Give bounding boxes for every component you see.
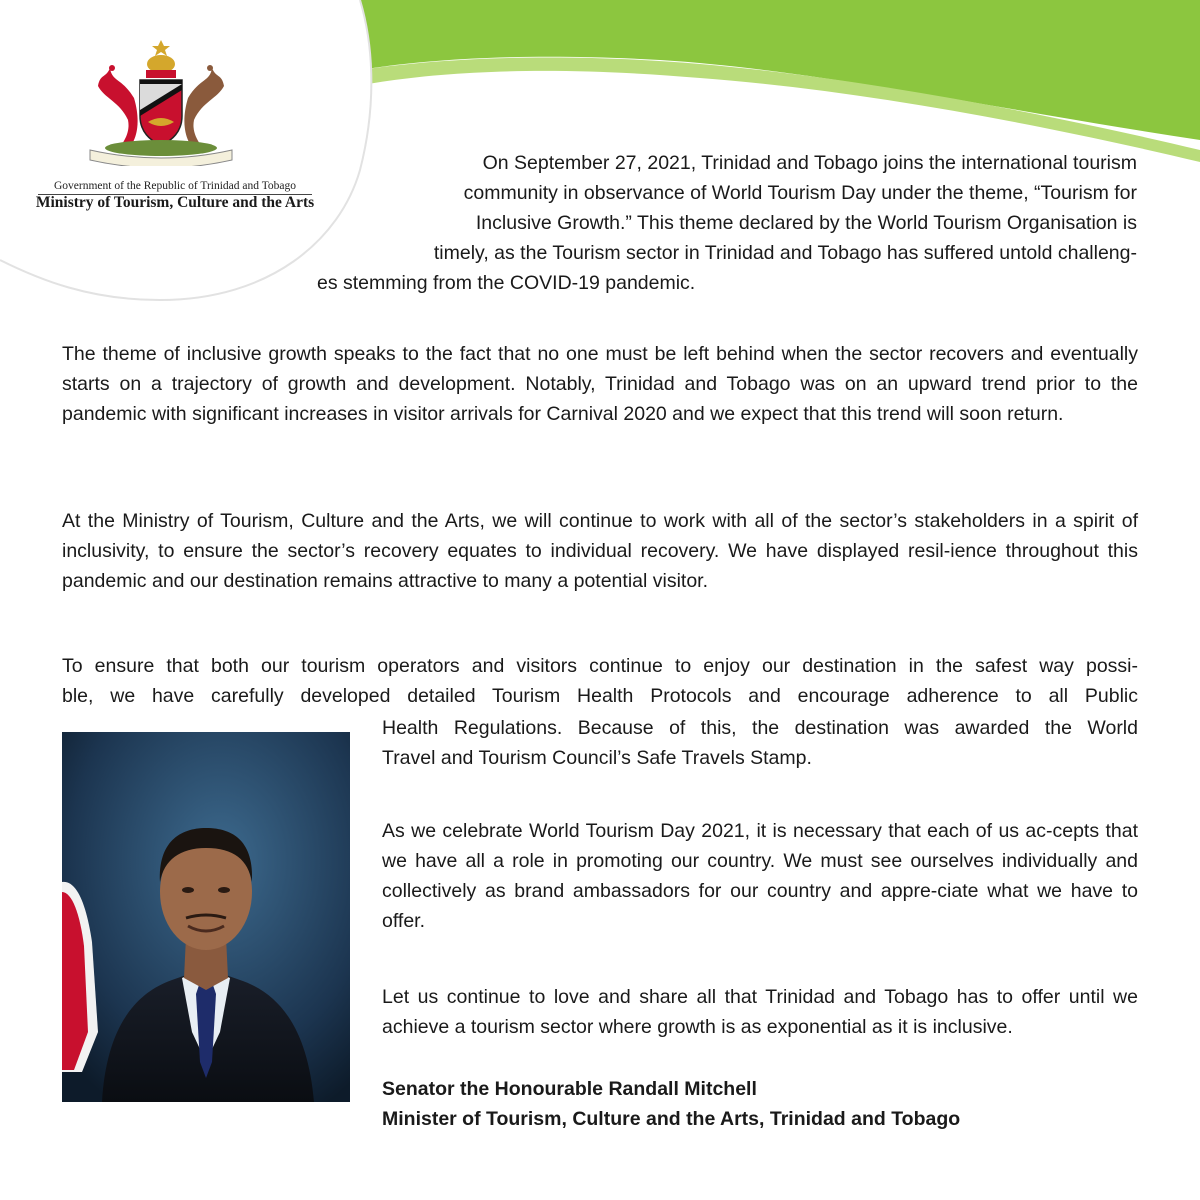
paragraph-health-protocols (62, 651, 1138, 711)
paragraph-intro (317, 148, 1137, 298)
minister-portrait (62, 732, 350, 1102)
signature-title: Minister of Tourism, Culture and the Arts, Trinidad and Tobago (382, 1108, 961, 1130)
paragraph-line: To ensure that both our tourism operators and visitors continue to enjoy our destination in the safest way possi- (62, 655, 1138, 677)
paragraph-line: Inclusive Growth.” This theme declared by the World Tourism Organisation is (475, 212, 1137, 234)
paragraph-safe-travels (382, 713, 1138, 773)
signature-name: Senator the Honourable Randall Mitchell (382, 1078, 757, 1100)
paragraph-line: es stemming from the COVID-19 pandemic. (317, 272, 696, 294)
paragraph-brand-ambassadors: As we celebrate World Tourism Day 2021, it is necessary that each of us ac-cepts that we have all a role in promoting our country. We must see ourselves individually and collectively as brand ambassadors for our country and appre-ciate what we have to offer. (382, 820, 1138, 932)
paragraph-line: community in observance of World Tourism Day under the theme, “Tourism for (463, 182, 1137, 204)
coat-of-arms-icon (82, 38, 240, 166)
ministry-logo (0, 0, 370, 300)
paragraph-ministry-commitment: At the Ministry of Tourism, Culture and the Arts, we will continue to work with all of the sector’s stakeholders in a spirit of inclusivity, to ensure the sector’s recovery equates to individual recovery. We have displayed resil-ience throughout this pandemic and our destination remains attractive to many a potential visitor. (62, 510, 1138, 592)
paragraph-line: Travel and Tourism Council’s Safe Travels Stamp. (382, 747, 812, 769)
paragraph-line: Health Regulations. Because of this, the destination was awarded the World (382, 717, 1138, 739)
paragraph-closing: Let us continue to love and share all that Trinidad and Tobago has to offer until we achieve a tourism sector where growth is as exponential as it is inclusive. (382, 986, 1138, 1038)
paragraph-line: ble, we have carefully developed detailed Tourism Health Protocols and encourage adherence to all Public (62, 685, 1138, 707)
paragraph-line: timely, as the Tourism sector in Trinidad and Tobago has suffered untold challeng- (433, 242, 1137, 264)
paragraph-line: On September 27, 2021, Trinidad and Tobago joins the international tourism (482, 152, 1137, 174)
paragraph-inclusive-growth: The theme of inclusive growth speaks to the fact that no one must be left behind when the sector recovers and eventually starts on a trajectory of growth and development. Notably, Trinidad and Tobago was on an upward trend prior to the pandemic with significant increases in visitor arrivals for Carnival 2020 and we expect that this trend will soon return. (62, 343, 1138, 425)
government-line: Government of the Republic of Trinidad and Tobago (38, 180, 312, 195)
ministry-name: Ministry of Tourism, Culture and the Arts (35, 194, 315, 211)
